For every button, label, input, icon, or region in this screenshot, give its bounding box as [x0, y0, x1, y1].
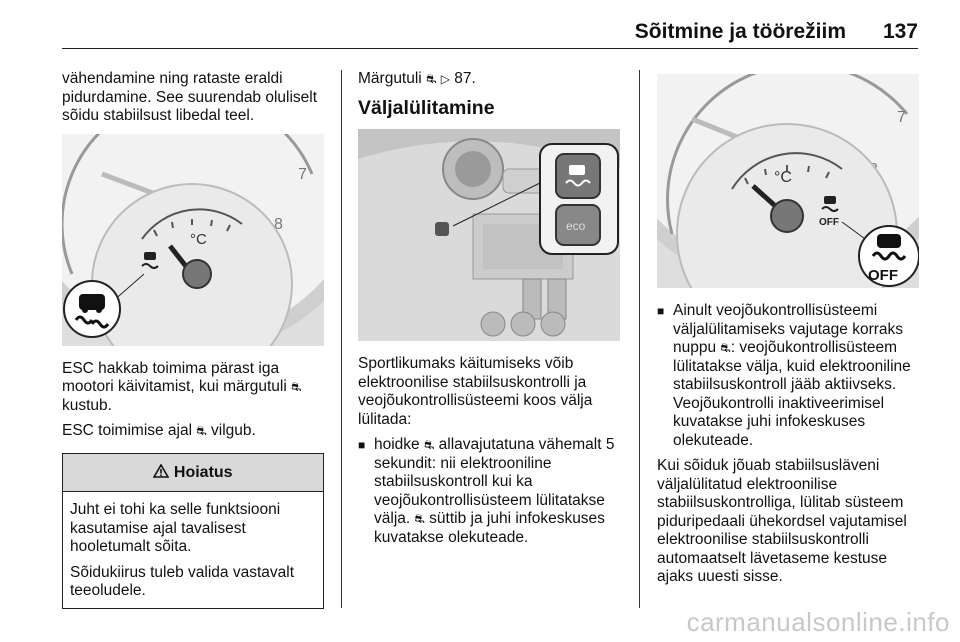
warning-header: [63, 454, 323, 493]
esc-active-paragraph: [62, 422, 324, 441]
esc-gauge-illustration: [62, 134, 324, 346]
warning-body: [63, 492, 323, 608]
column-3: [657, 70, 922, 594]
reference-arrow-icon: ▷: [440, 72, 450, 86]
esc-active-text-b: vilgub.: [211, 422, 256, 439]
bullet-marker: ■: [358, 438, 366, 452]
warning-text-1: Juht ei tohi ka selle funktsiooni kasutamise ajal tavalisest hooletumalt sõita.: [70, 501, 281, 555]
warning-text-2: Sõidukiirus tuleb valida vastavalt teeoludele.: [70, 563, 295, 599]
column-2: [358, 70, 622, 554]
page-number: 137: [882, 20, 918, 43]
column-divider-2: [639, 70, 640, 608]
esc-icon: ⛐: [196, 424, 207, 438]
tc-off-gauge-figure: [657, 74, 919, 288]
bullet-item: [358, 436, 622, 547]
bullet-text-b: allavajutatuna vähemalt 5 sekundit: nii elektrooniline stabiilsuskontroll kui ka veojõukontrollisüsteem lülitatakse välja.: [374, 436, 615, 527]
esc-start-paragraph: [62, 360, 324, 416]
reference-text: Märgutuli: [358, 70, 422, 87]
page-header: [62, 14, 918, 49]
bullet-text-c: süttib ja juhi infokeskuses kuvatakse olekuteade.: [374, 510, 605, 546]
esc-icon: ⛐: [424, 438, 435, 452]
reference-page: 87.: [454, 70, 476, 87]
eco-button-label: eco: [566, 219, 586, 233]
warning-title: Hoiatus: [173, 463, 233, 481]
esc-active-text-a: ESC toimimise ajal: [62, 422, 193, 439]
bullet-text-a: hoidke: [374, 436, 420, 453]
dashboard-button-illustration: [358, 129, 620, 341]
chapter-title: Sõitmine ja töörežiim: [634, 20, 846, 43]
esc-icon: ⛐: [291, 380, 302, 394]
esc-icon: ⛐: [720, 341, 731, 355]
reference-line: [358, 70, 622, 89]
section-heading: Väljalülitamine: [358, 96, 495, 119]
dashboard-button-figure: [358, 129, 620, 341]
reactivation-paragraph: Kui sõiduk jõuab stabiilsusläveni väljalülitatud elektroonilise stabiilsuskontrolliga, lülitab süsteem piduripedaali ühekordsel vajutamisel elektroonilise stabiilsuskontrolli automaatselt lävetaseme kestuse ajaks uuesti sisse.: [657, 457, 907, 585]
temperature-unit-label: °C: [774, 169, 792, 186]
esc-off-icon: ⛐: [414, 512, 425, 526]
bullet-text-a: Ainult veojõukontrollisüsteemi väljalülitamiseks vajutage korraks nuppu: [673, 302, 904, 356]
column-1: [62, 70, 324, 609]
temperature-unit-label: °C: [190, 230, 207, 248]
intro-paragraph: vähendamine ning rataste eraldi pidurdamine. See suurendab oluliselt sõidu stabiilsust libedal teel.: [62, 70, 318, 124]
esc-gauge-figure: [62, 134, 324, 346]
esc-start-text-a: ESC hakkab toimima pärast iga mootori käivitamist, kui märgutuli: [62, 359, 287, 395]
bullet-text-b: : veojõukontrollisüsteem lülitatakse välja, kuid elektrooniline stabiilsuskontroll jääb aktiivseks. Veojõukontrolli inaktiveerimisel kuvatakse juhi infokeskuses olekuteade.: [673, 339, 911, 449]
scale-8-label: 8: [274, 215, 283, 233]
warning-triangle-icon: [153, 464, 169, 478]
watermark: carmanualsonline.info: [686, 607, 950, 637]
bullet-marker: ■: [657, 304, 665, 318]
column-divider-1: [341, 70, 342, 608]
tc-off-gauge-illustration: [657, 74, 919, 288]
disable-paragraph: Sportlikumaks käitumiseks võib elektroonilise stabiilsuskontrolli ja veojõukontrollisüsteemi koos välja lülitada:: [358, 355, 593, 428]
esc-start-text-b: kustub.: [62, 396, 112, 414]
scale-7-label: 7: [897, 109, 906, 126]
scale-7-label: 7: [298, 165, 307, 183]
warning-box: [62, 453, 324, 609]
tc-off-small-label: OFF: [819, 217, 839, 228]
tc-off-big-label: OFF: [868, 267, 898, 284]
bullet-item: [657, 302, 922, 450]
esc-icon: ⛐: [426, 72, 437, 86]
